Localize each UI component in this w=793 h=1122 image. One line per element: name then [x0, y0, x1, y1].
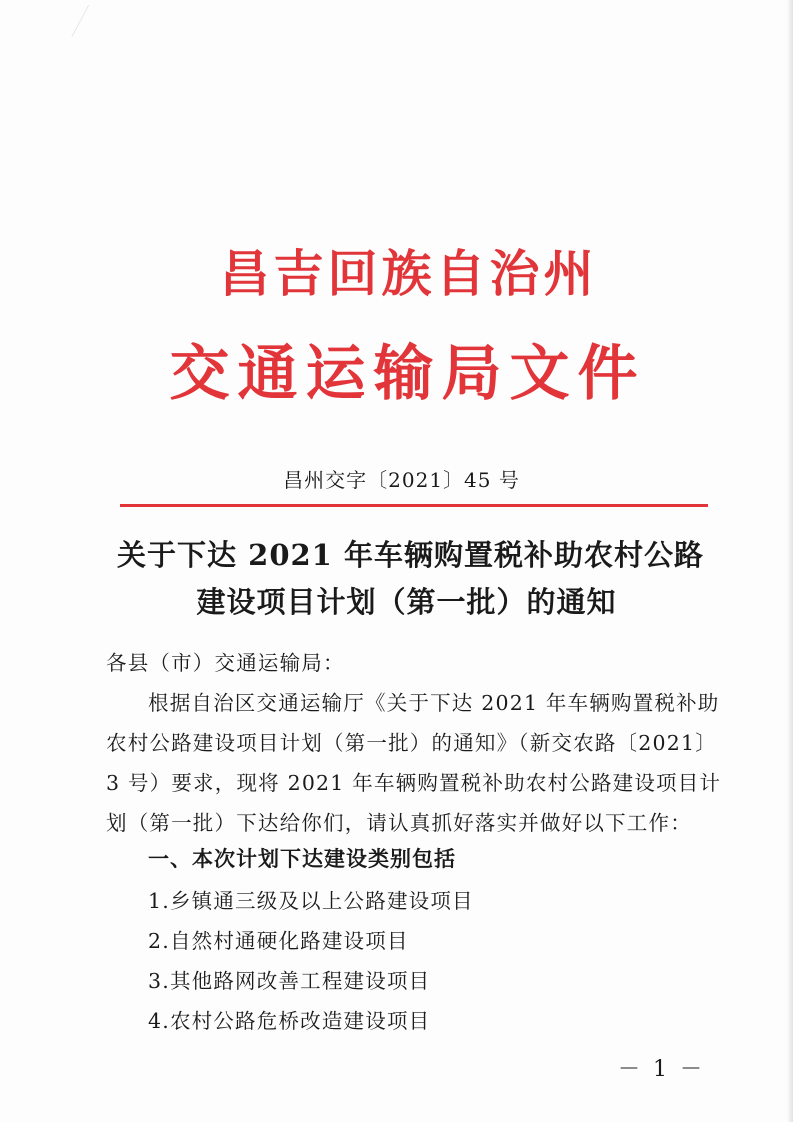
salutation: 各县（市）交通运输局： [106, 651, 345, 675]
list-item: 3.其他路网改善工程建设项目 [148, 969, 431, 993]
list-item: 2.自然村通硬化路建设项目 [148, 929, 409, 953]
issuer-header-line2: 交通运输局文件 [169, 339, 646, 409]
paragraph-line: 农村公路建设项目计划（第一批）的通知》（新交农路〔2021〕 [106, 731, 717, 755]
section-heading: 一、本次计划下达建设类别包括 [148, 847, 456, 871]
page-number: － 1 － [618, 1057, 705, 1082]
paragraph-line: 划（第一批）下达给你们，请认真抓好落实并做好以下工作： [106, 811, 692, 835]
paragraph-line: 3 号）要求，现将 2021 年车辆购置税补助农村公路建设项目计 [106, 771, 722, 795]
list-item: 1.乡镇通三级及以上公路建设项目 [148, 889, 474, 913]
red-separator-line [120, 504, 708, 507]
document-title-line2: 建设项目计划（第一批）的通知 [196, 585, 617, 619]
issuer-header-line1: 昌吉回族自治州 [219, 245, 598, 303]
paragraph-line: 根据自治区交通运输厅《关于下达 2021 年车辆购置税补助 [148, 691, 720, 715]
list-item: 4.农村公路危桥改造建设项目 [148, 1009, 431, 1033]
document-title-line1: 关于下达 2021 年车辆购置税补助农村公路 [117, 538, 704, 572]
document-number: 昌州交字〔2021〕45 号 [283, 468, 520, 492]
scan-mark [71, 5, 115, 51]
